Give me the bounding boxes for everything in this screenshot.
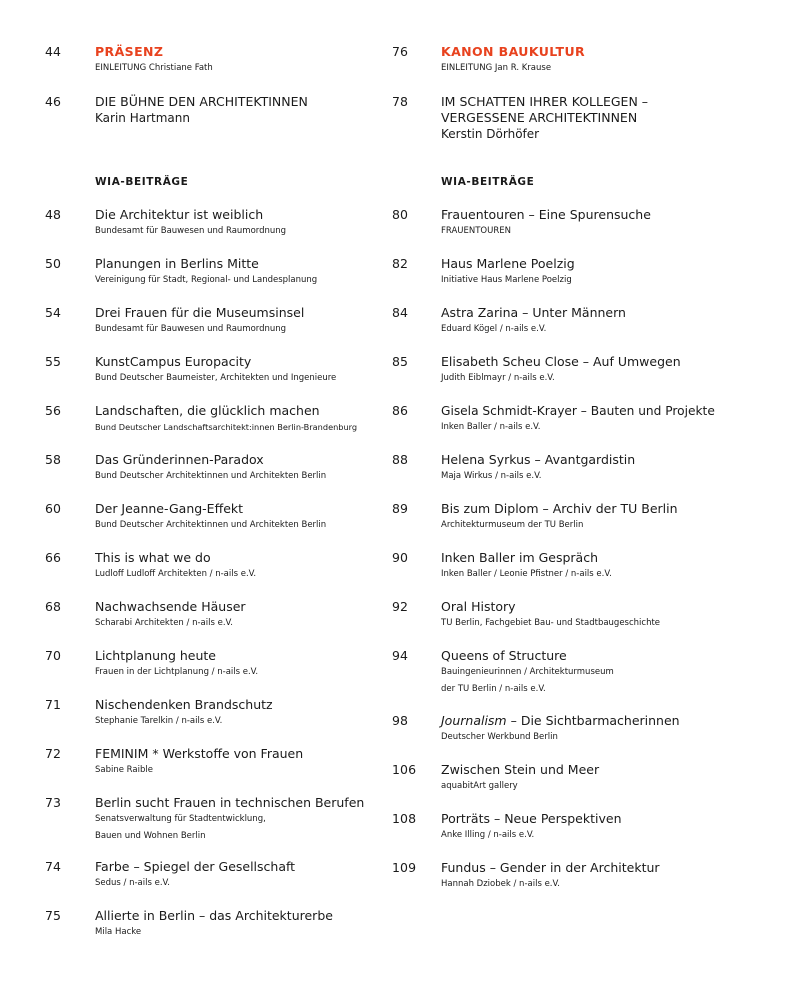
page-number: 50: [45, 256, 62, 271]
entry-author: Stephanie Tarelkin / n-ails e.V.: [95, 716, 223, 726]
page-number: 84: [392, 305, 409, 320]
page-number: 80: [392, 207, 409, 222]
entry-title: DIE BÜHNE DEN ARCHITEKTINNEN: [95, 94, 308, 109]
page-number: 76: [392, 44, 409, 59]
entry-author-line2: der TU Berlin / n-ails e.V.: [441, 684, 546, 694]
entry-author: Eduard Kögel / n-ails e.V.: [441, 324, 547, 334]
entry-author: Sedus / n-ails e.V.: [95, 878, 170, 888]
entry-author: Judith Eiblmayr / n-ails e.V.: [441, 373, 555, 383]
entry-author: Bund Deutscher Baumeister, Architekten und Ingenieure: [95, 373, 337, 383]
entry-title: Die Architektur ist weiblich: [95, 207, 264, 222]
page-number: 73: [45, 795, 62, 810]
entry-title: Elisabeth Scheu Close – Auf Umwegen: [441, 354, 681, 369]
entry-author: Scharabi Architekten / n-ails e.V.: [95, 618, 233, 628]
page-number: 75: [45, 908, 62, 923]
page-number: 78: [392, 94, 409, 109]
entry-author: Karin Hartmann: [95, 111, 190, 125]
entry-title: Porträts – Neue Perspektiven: [441, 811, 622, 826]
entry-author: Bundesamt für Bauwesen und Raumordnung: [95, 226, 287, 236]
entry-title: Farbe – Spiegel der Gesellschaft: [95, 859, 296, 874]
section-heading: WIA-BEITRÄGE: [441, 176, 535, 188]
entry-author: Anke Illing / n-ails e.V.: [441, 830, 535, 840]
page-number: 46: [45, 94, 62, 109]
page-number: 92: [392, 599, 409, 614]
entry-author: Frauen in der Lichtplanung / n-ails e.V.: [95, 667, 259, 677]
entry-title: Der Jeanne-Gang-Effekt: [95, 501, 244, 516]
entry-title: Bis zum Diplom – Archiv der TU Berlin: [441, 501, 678, 516]
entry-title: Das Gründerinnen-Paradox: [95, 452, 264, 467]
entry-title: Zwischen Stein und Meer: [441, 762, 600, 777]
entry-title: Queens of Structure: [441, 648, 567, 663]
page-number: 68: [45, 599, 62, 614]
page-number: 54: [45, 305, 62, 320]
page-number: 72: [45, 746, 62, 761]
entry-title: Planungen in Berlins Mitte: [95, 256, 259, 271]
page-number: 90: [392, 550, 409, 565]
entry-author: Inken Baller / Leonie Pfistner / n-ails e.V.: [441, 569, 612, 579]
entry-author: Hannah Dziobek / n-ails e.V.: [441, 879, 560, 889]
entry-author: Inken Baller / n-ails e.V.: [441, 422, 541, 432]
entry-title: FEMINIM * Werkstoffe von Frauen: [95, 746, 304, 761]
page-number: 98: [392, 713, 409, 728]
page-number: 48: [45, 207, 62, 222]
entry-title: Lichtplanung heute: [95, 648, 217, 663]
entry-author: FRAUENTOUREN: [441, 226, 511, 236]
entry-author: Deutscher Werkbund Berlin: [441, 732, 558, 742]
entry-author: Bund Deutscher Architektinnen und Architekten Berlin: [95, 520, 327, 530]
entry-author: Bundesamt für Bauwesen und Raumordnung: [95, 324, 287, 334]
entry-author: Bund Deutscher Landschaftsarchitekt:innen Berlin-Brandenburg: [95, 422, 358, 432]
entry-author: Ludloff Ludloff Architekten / n-ails e.V.: [95, 569, 257, 579]
entry-title: Frauentouren – Eine Spurensuche: [441, 207, 651, 222]
page-number: 55: [45, 354, 62, 369]
entry-title: Fundus – Gender in der Architektur: [441, 860, 660, 875]
page-number: 44: [45, 44, 62, 59]
entry-title: KANON BAUKULTUR: [441, 44, 586, 59]
page-number: 86: [392, 403, 409, 418]
entry-title: Gisela Schmidt-Krayer – Bauten und Projekte: [441, 404, 715, 418]
entry-author: EINLEITUNG Jan R. Krause: [441, 63, 552, 73]
entry-title: Berlin sucht Frauen in technischen Berufen: [95, 795, 365, 810]
entry-title: Allierte in Berlin – das Architekturerbe: [95, 908, 333, 923]
page-number: 106: [392, 762, 417, 777]
page-number: 74: [45, 859, 62, 874]
entry-author-line2: Bauen und Wohnen Berlin: [95, 831, 206, 841]
page-number: 85: [392, 354, 409, 369]
entry-title: Oral History: [441, 599, 516, 614]
entry-title: Helena Syrkus – Avantgardistin: [441, 452, 636, 467]
entry-title: Drei Frauen für die Museumsinsel: [95, 305, 305, 320]
entry-author: aquabitArt gallery: [441, 781, 518, 791]
entry-author: Architekturmuseum der TU Berlin: [441, 520, 584, 530]
entry-author: TU Berlin, Fachgebiet Bau- und Stadtbaugeschichte: [441, 618, 661, 628]
entry-author: Kerstin Dörhöfer: [441, 127, 540, 141]
page-number: 66: [45, 550, 62, 565]
entry-title-rest: – Die Sichtbarmacherinnen: [506, 713, 680, 728]
entry-author: Bauingenieurinnen / Architekturmuseum: [441, 667, 614, 677]
entry-title: Nischendenken Brandschutz: [95, 697, 273, 712]
page-number: 109: [392, 860, 417, 875]
entry-author: EINLEITUNG Christiane Fath: [95, 63, 213, 73]
page-number: 94: [392, 648, 409, 663]
entry-title: This is what we do: [95, 550, 211, 565]
entry-title: Astra Zarina – Unter Männern: [441, 305, 626, 320]
page-number: 88: [392, 452, 409, 467]
page-number: 60: [45, 501, 62, 516]
entry-author: Mila Hacke: [95, 927, 142, 937]
section-heading: WIA-BEITRÄGE: [95, 176, 189, 188]
entry-author: Initiative Haus Marlene Poelzig: [441, 275, 572, 285]
page-number: 56: [45, 403, 62, 418]
entry-title: Inken Baller im Gespräch: [441, 550, 599, 565]
entry-author: Senatsverwaltung für Stadtentwicklung,: [95, 814, 266, 824]
page-number: 70: [45, 648, 62, 663]
page-number: 108: [392, 811, 417, 826]
page-number: 89: [392, 501, 409, 516]
entry-author: Maja Wirkus / n-ails e.V.: [441, 471, 542, 481]
entry-title-line2: VERGESSENE ARCHITEKTINNEN: [441, 110, 638, 125]
entry-title: [441, 713, 801, 729]
page-number: 82: [392, 256, 409, 271]
entry-title: Landschaften, die glücklich machen: [95, 403, 320, 418]
entry-author: Sabine Raible: [95, 765, 153, 775]
entry-title: KunstCampus Europacity: [95, 354, 252, 369]
entry-title: Haus Marlene Poelzig: [441, 256, 575, 271]
page-number: 58: [45, 452, 62, 467]
entry-title-italic: Journalism: [441, 713, 507, 728]
entry-title: PRÄSENZ: [95, 44, 164, 59]
entry-title: Nachwachsende Häuser: [95, 599, 246, 614]
entry-author: Bund Deutscher Architektinnen und Architekten Berlin: [95, 471, 327, 481]
page-number: 71: [45, 697, 62, 712]
entry-title: IM SCHATTEN IHRER KOLLEGEN –: [441, 94, 649, 109]
entry-author: Vereinigung für Stadt, Regional- und Landesplanung: [95, 275, 318, 285]
